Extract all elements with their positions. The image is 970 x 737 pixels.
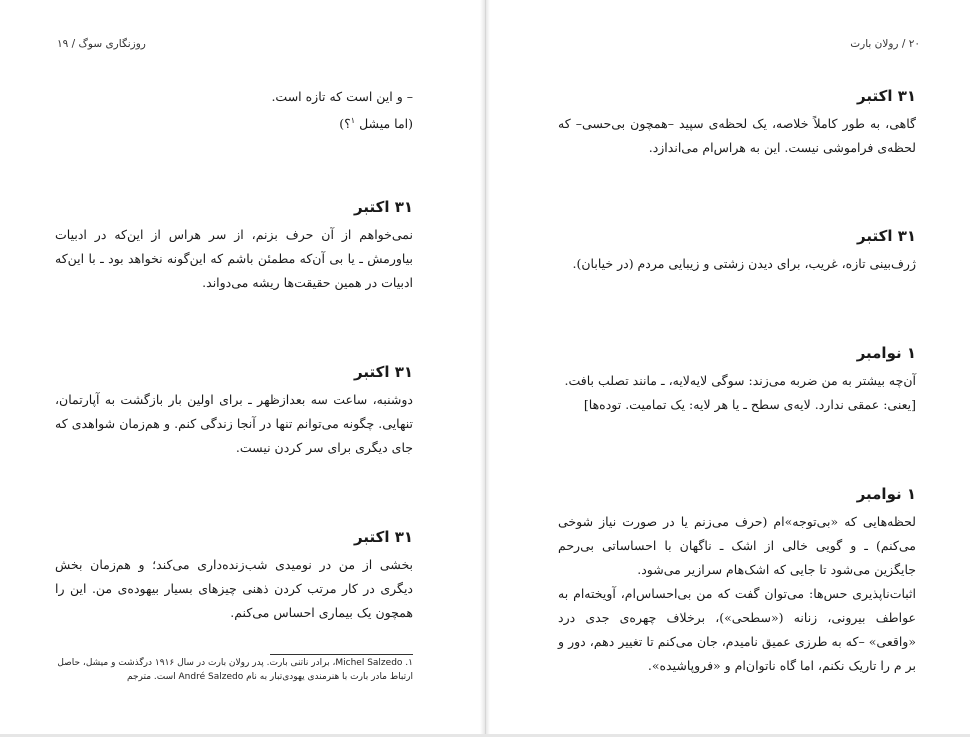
- entry-line: – و این است که تازه است.: [271, 89, 413, 104]
- entry-line-close: ؟): [339, 116, 351, 132]
- entry-date: ۳۱ اکتبر: [354, 528, 413, 546]
- diary-entry: [558, 226, 916, 276]
- entry-text: گاهی، به طور کاملاً خلاصه، یک لحظه‌ی سپید –همچون بی‌حسی– که لحظه‌ی فراموشی نیست. این به هراس‌ام می‌اندازد.: [558, 116, 916, 155]
- footnote-divider: [270, 654, 413, 655]
- diary-entry: [558, 343, 916, 417]
- entry-line-with-footnote: [55, 109, 413, 136]
- gutter-divider: [485, 0, 486, 737]
- footnote: ۱. Michel Salzedo، برادر ناتنی بارت. پدر رولان بارت در سال ۱۹۱۶ درگذشت و میشل، حاصل ارتباط مادر بارت با هنرمندی یهودی‌تبار به نام André Salzedo است. مترجم: [57, 658, 413, 682]
- entry-date: ۳۱ اکتبر: [354, 363, 413, 381]
- entry-date: ۳۱ اکتبر: [857, 87, 916, 105]
- entry-date: ۳۱ اکتبر: [354, 198, 413, 216]
- entry-text: دوشنبه، ساعت سه بعدازظهر ـ برای اولین بار بازگشت به آپارتمان، تنهایی. چگونه می‌توانم تنها در آنجا زندگی کنم. و هم‌زمان شواهدی که جای دیگری برای سر کردن نیست.: [55, 392, 413, 455]
- entry-line-text: (اما میشل: [359, 116, 413, 132]
- entry-date: ۱ نوامبر: [856, 344, 916, 362]
- diary-entry: [558, 484, 916, 678]
- running-head-right: ۲۰ / رولان بارت: [850, 38, 920, 50]
- diary-entry: [55, 362, 413, 460]
- entry-date: ۳۱ اکتبر: [857, 227, 916, 245]
- entry-line: آن‌چه بیشتر به من ضربه می‌زند: سوگی لایه‌لایه، ـ مانند تصلب بافت.: [564, 373, 916, 388]
- diary-entry: [558, 86, 916, 160]
- footnote-ref: ۱: [350, 116, 356, 125]
- right-page: [490, 0, 970, 737]
- left-page: [0, 0, 480, 737]
- entry-continuation: [55, 85, 413, 136]
- entry-text: ژرف‌بینی تازه، غریب، برای دیدن زشتی و زیبایی مردم (در خیابان).: [572, 256, 916, 271]
- entry-text: لحظه‌هایی که «بی‌توجه»ام (حرف می‌زنم یا در صورت نیاز شوخی می‌کنم) ـ و گویی خالی از اشک ـ ناگهان با احساساتی بی‌رحم جایگزین می‌شود تا جایی که اشک‌هام سرازیر می‌شود.: [558, 514, 916, 577]
- entry-line: [یعنی: عمقی ندارد. لایه‌ی سطح ـ یا هر لایه: یک تمامیت. توده‌ها]: [583, 397, 916, 412]
- diary-entry: [55, 527, 413, 625]
- running-head-left: روزنگاری سوگ / ۱۹: [57, 38, 146, 50]
- entry-text: نمی‌خواهم از آن حرف بزنم، از سر هراس از این‌که در ادبیات بیاورمش ـ یا بی آن‌که مطمئن باشم که این‌گونه نخواهد بود ـ با این‌که ادبیات در همین حقیقت‌ها ریشه می‌دواند.: [55, 227, 413, 290]
- entry-text: بخشی از من در نومیدی شب‌زنده‌داری می‌کند؛ و هم‌زمان بخش دیگری در کار مرتب کردن ذهنی چیزهای بسیار بیهوده‌ی من. این را همچون یک بیماری احساس می‌کنم.: [55, 557, 413, 620]
- entry-date: ۱ نوامبر: [856, 485, 916, 503]
- entry-text-continued: اثبات‌ناپذیری حس‌ها: می‌توان گفت که من بی‌احساس‌ام، آویخته‌ام به عواطف بیرونی، زنانه («سطحی»)، برخلاف چهره‌ی جدی درد «واقعی» –که به طرزی عمیق نامیدم، جان می‌کنم تا تغییر دهم، دور و بر م را تاریک نکنم، اما گاه ناتوان‌ام و «فروپاشیده».: [558, 586, 916, 673]
- diary-entry: [55, 197, 413, 295]
